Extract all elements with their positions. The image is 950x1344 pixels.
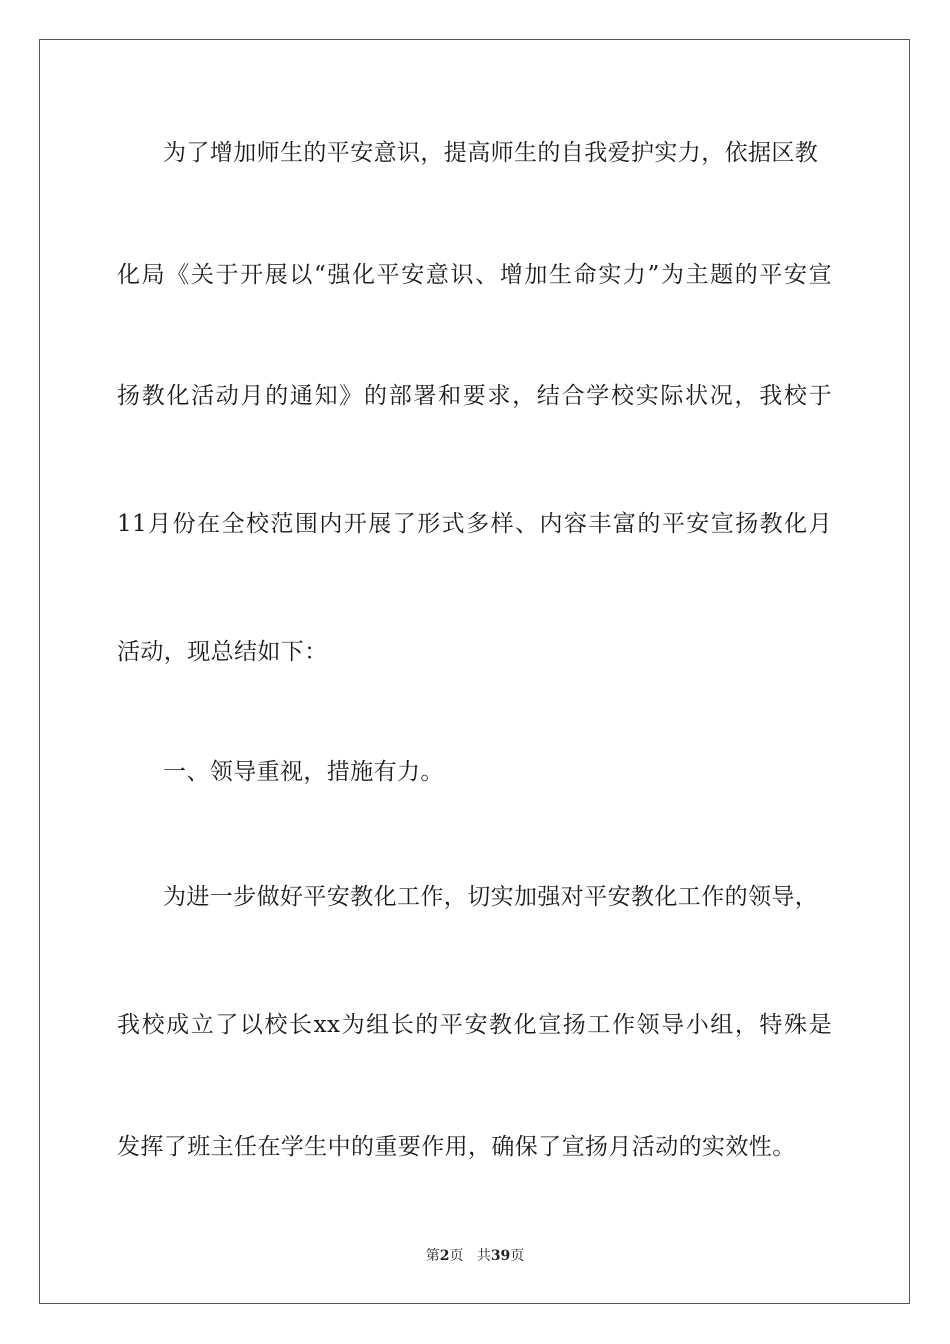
footer-page-current: 2 [439, 1248, 450, 1264]
paragraph-line-1: 为了增加师生的平安意识，提高师生的自我爱护实力，依据区教 [163, 140, 819, 166]
footer-total-prefix: 共 [476, 1248, 491, 1264]
paragraph-line-4: 11月份在全校范围内开展了形式多样、内容丰富的平安宣扬教化月 [117, 511, 832, 537]
footer-total-pages: 39 [490, 1248, 511, 1264]
paragraph-line-2: 化局《关于开展以“强化平安意识、增加生命实力”为主题的平安宣 [117, 262, 832, 288]
page-frame [39, 39, 910, 1304]
section-heading: 一、领导重视，措施有力。 [163, 759, 444, 785]
page-footer [0, 1247, 950, 1265]
paragraph-line-9: 发挥了班主任在学生中的重要作用，确保了宣扬月活动的实效性。 [117, 1134, 796, 1160]
footer-page-prefix: 第 [425, 1248, 440, 1264]
paragraph-line-3: 扬教化活动月的通知》的部署和要求，结合学校实际状况，我校于 [117, 383, 832, 409]
footer-page-suffix: 页 [449, 1248, 464, 1264]
paragraph-line-5: 活动，现总结如下： [117, 639, 328, 665]
paragraph-line-7: 为进一步做好平安教化工作，切实加强对平安教化工作的领导， [163, 884, 819, 910]
footer-total-suffix: 页 [510, 1248, 525, 1264]
paragraph-line-8: 我校成立了以校长xx为组长的平安教化宣扬工作领导小组，特殊是 [117, 1012, 832, 1038]
